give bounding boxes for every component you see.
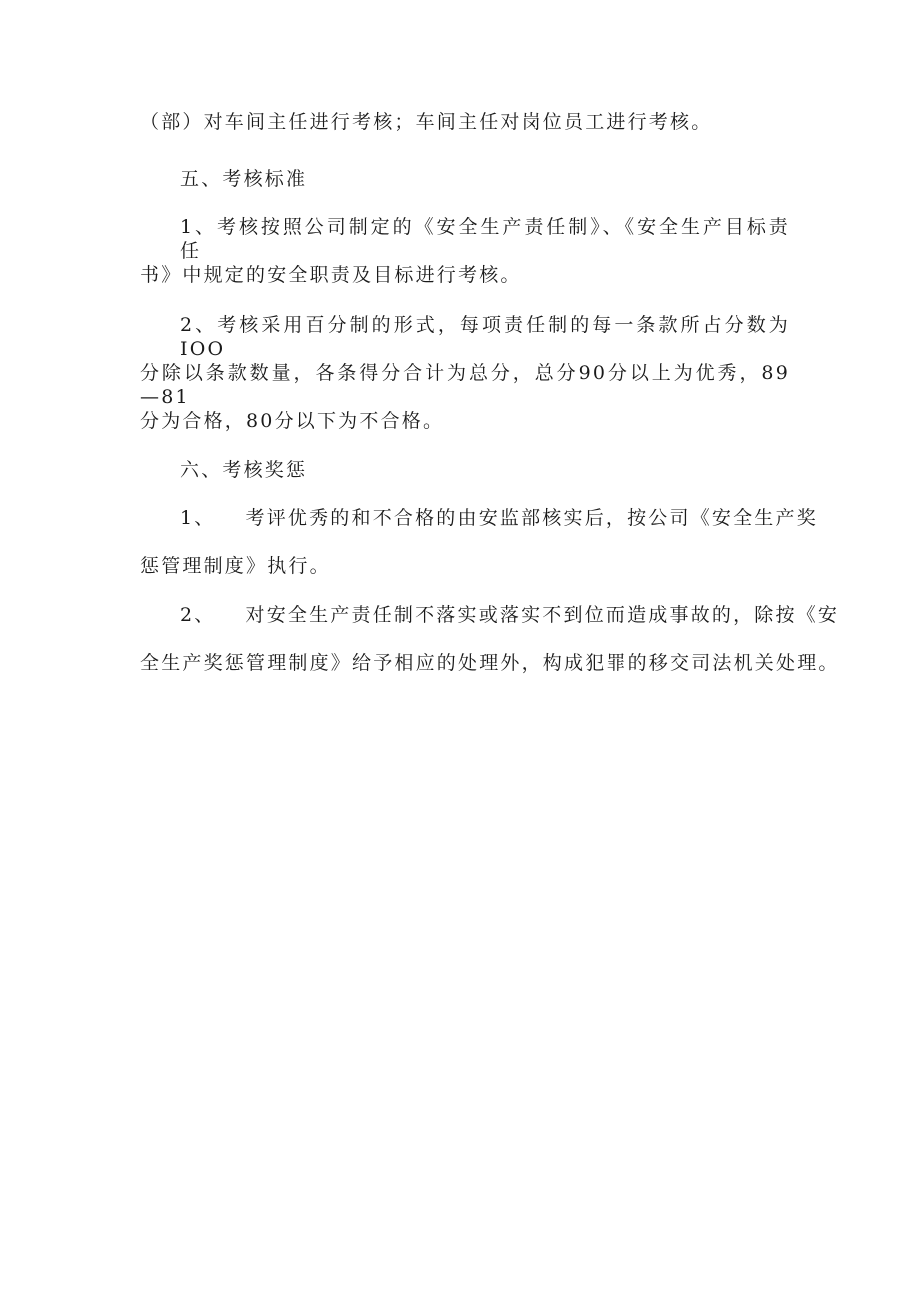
item-6-1-text: 考评优秀的和不合格的由安监部核实后，按公司《安全生产奖 xyxy=(245,507,818,529)
item-6-2-number: 2、 xyxy=(180,604,216,626)
item-6-1-line-1 xyxy=(180,506,818,530)
item-5-2-line-2: 分除以条款数量，各条得分合计为总分，总分90分以上为优秀，89—81 xyxy=(140,362,790,408)
item-6-2-text: 对安全生产责任制不落实或落实不到位而造成事故的，除按《安 xyxy=(245,604,840,626)
item-6-1-line-2: 惩管理制度》执行。 xyxy=(140,555,331,577)
paragraph-line: （部）对车间主任进行考核；车间主任对岗位员工进行考核。 xyxy=(140,111,713,133)
item-5-1-line-1: 1、考核按照公司制定的《安全生产责任制》、《安全生产目标责任 xyxy=(180,216,790,262)
item-5-2-line-3: 分为合格，80分以下为不合格。 xyxy=(140,410,445,432)
item-5-2-line-1: 2、考核采用百分制的形式，每项责任制的每一条款所占分数为IOO xyxy=(180,314,790,360)
item-6-1-number: 1、 xyxy=(180,507,216,529)
section-heading-6: 六、考核奖惩 xyxy=(180,459,308,481)
section-heading-5: 五、考核标准 xyxy=(180,168,308,190)
item-6-2-line-1 xyxy=(180,603,840,627)
item-6-2-line-2: 全生产奖惩管理制度》给予相应的处理外，构成犯罪的移交司法机关处理。 xyxy=(140,652,840,674)
item-5-1-line-2: 书》中规定的安全职责及目标进行考核。 xyxy=(140,264,522,286)
